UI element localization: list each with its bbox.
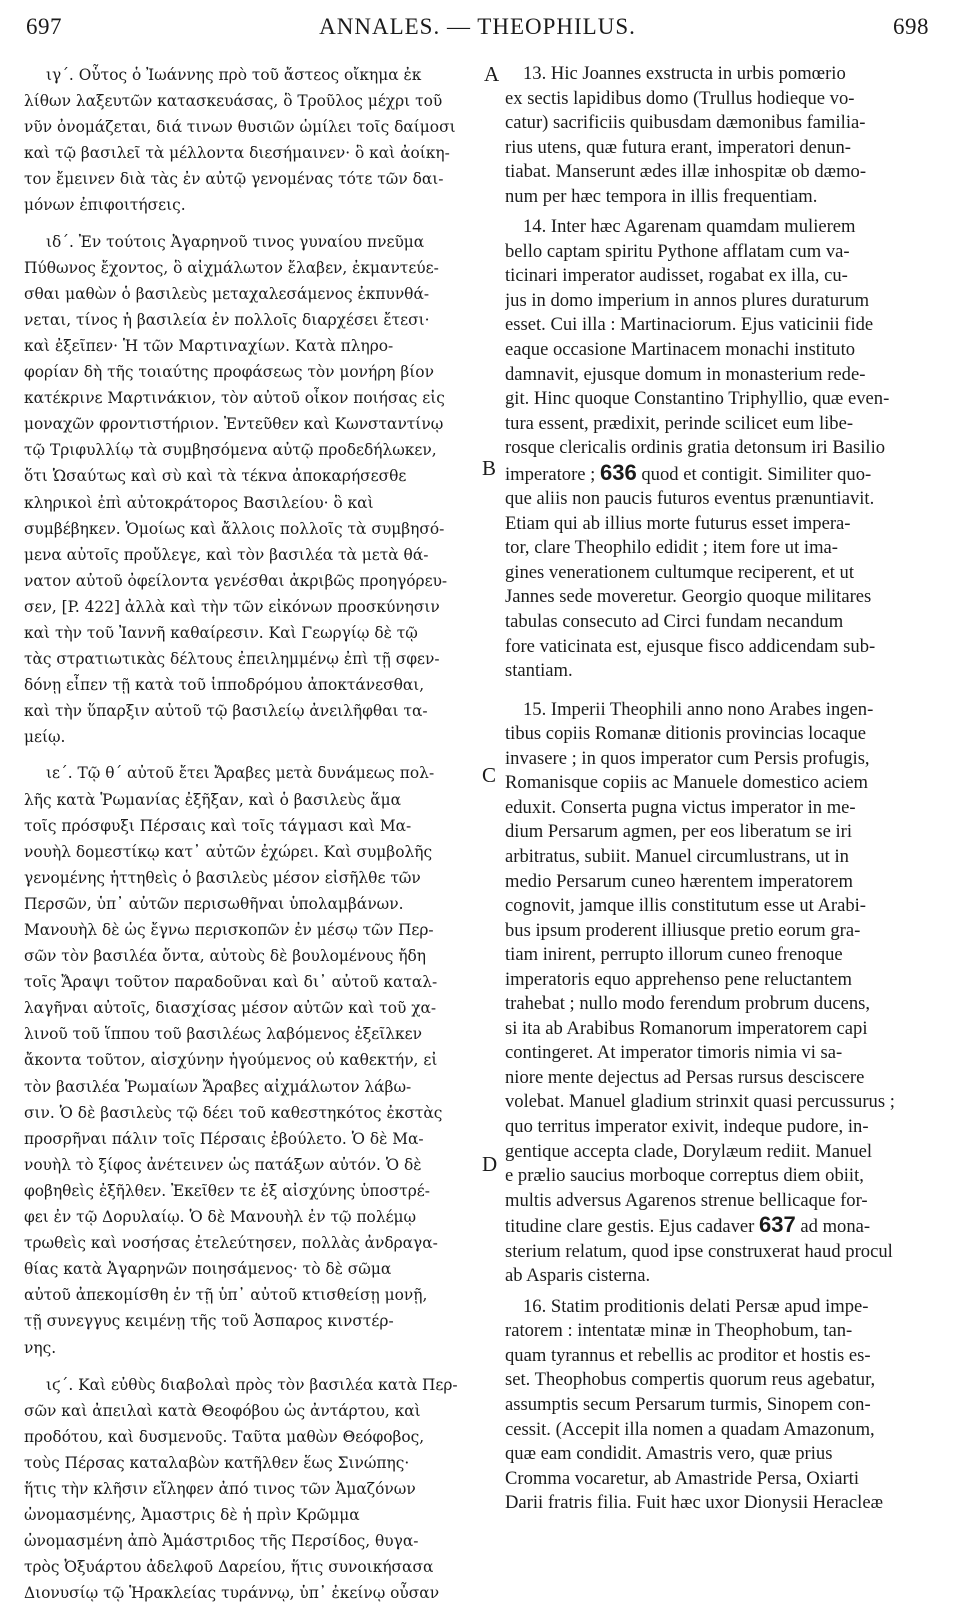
text-line: τρὸς Ὀξυάρτου ἀδελφοῦ Δαρείου, ἥτις συνοικήσασα [24, 1558, 434, 1577]
text-line: τοῖς πρόσφυξι Πέρσαις καὶ τοῖς τάγμασι καὶ Μα- [24, 816, 412, 835]
text-line: τῇ συνεγγυς κειμένῃ τῆς τοῦ Ἀσπαρος κινστέρ- [24, 1312, 394, 1331]
text-line: medio Persarum cuneo hærentem imperatorem [505, 870, 854, 892]
text-line: tura essent, prædixit, perinde scilicet eum libe- [505, 412, 854, 434]
running-header [26, 14, 929, 44]
text-line: ιε΄. Τῷ θ΄ αὐτοῦ ἔτει Ἄραβες μετὰ δυνάμεως πολ- [46, 764, 435, 783]
text-line: τοὺς Πέρσας καταλαβὼν κατῆλθεν ἕως Σινώπης· [24, 1453, 410, 1472]
margin-marker-b: B [482, 456, 497, 480]
text-line: ex sectis lapidibus domo (Trullus hodieque vo- [505, 87, 855, 109]
text-line: eduxit. Conserta pugna victus imperator in me- [505, 796, 856, 818]
text-line: ιγ΄. Οὗτος ὁ Ἰωάννης πρὸ τοῦ ἄστεος οἴκημα ἐκ [46, 66, 422, 84]
text-line: ὅτι Ὡσαύτως καὶ σὺ καὶ τὰ τέκνα ἀποκαρήσεσθε [24, 467, 407, 486]
text-line: σῶν καὶ ἀπειλαὶ κατὰ Θεοφόβου ὡς ἀντάρτου, καὶ [24, 1401, 421, 1420]
text-line: μοναχῶν φροντιστήριον. Ἐντεῦθεν καὶ Κωνσταντίνῳ [24, 415, 444, 434]
text-line: niore mente dejectus ad Persas rursus desciscere [505, 1066, 865, 1088]
text-line: tor, clare Theophilo edidit ; item fore ut ima- [505, 537, 838, 559]
text-line: καὶ τῷ βασιλεῖ τὰ μέλλοντα διεσήμαινεν· ὃ καὶ ἀοίκη- [24, 144, 450, 163]
text-line: Πύθωνος ἔχοντος, ὃ αἰχμάλωτον ἔλαβεν, ἐκμαντεύε- [24, 258, 439, 277]
text-line: λινοῦ τοῦ ἵππου τοῦ βασιλέως λαβόμενος ἐξεῖλκεν [24, 1025, 422, 1044]
text-line: assumptis secum Persarum turmis, Sinopem con- [505, 1393, 871, 1415]
margin-marker-d: D [482, 1152, 498, 1176]
text-line: τῷ Τριφυλλίῳ τὰ συμβησόμενα αὐτῷ προδεδήλωκεν, [24, 441, 437, 460]
text-line: quam tyrannus et rebellis ac proditor et hostis es- [505, 1344, 871, 1366]
paragraph [24, 1372, 476, 1606]
text-line: fore vaticinata est, ejusque fisco addicendam sub- [505, 635, 876, 657]
text-line: τοῖς Ἄραψι τοῦτον παραδοῦναι καὶ δι᾽ αὐτοῦ καταλ- [24, 973, 438, 992]
text-line: μόνων ἐπιφοιτήσεις. [24, 196, 186, 215]
page-marker: 637 [759, 1213, 796, 1238]
page-marker: 636 [600, 460, 637, 485]
text-line: si ita ab Arabibus Romanorum imperatorem capi [505, 1017, 868, 1039]
text-line: gentique accepta clade, Dorylæum rediit. Manuel [505, 1140, 873, 1162]
paragraph [24, 62, 476, 219]
text-line: ἥτις τὴν κλῆσιν εἴληφεν ἀπό τινος τῶν Ἀμαζόνων [24, 1479, 416, 1498]
text-line: τον ἔμεινεν διὰ τὰς ἐν αὐτῷ γενομένας τότε τῶν δαι- [24, 170, 444, 189]
text-line: ιδ΄. Ἐν τούτοις Ἀγαρηνοῦ τινος γυναίου πνεῦμα [46, 232, 425, 251]
text-line: invasere ; in quos imperator cum Persis profugis, [505, 747, 870, 769]
text-line: dium Persarum agmen, per eos liberatum se iri [505, 821, 852, 843]
text-line: νῦν ὀνομάζεται, διά τινων θυσιῶν ὡμίλει τοῖς δαίμοσι [24, 118, 456, 137]
text-line: δόνῃ εἶπεν τῇ κατὰ τοῦ ἱπποδρόμου ἀποκτάνεσθαι, [24, 676, 425, 695]
text-line: σεν, [P. 422] ἀλλὰ καὶ τὴν τῶν εἰκόνων προσκύνησιν [24, 597, 440, 616]
page-number-right: 698 [893, 14, 929, 39]
text-line: gines venerationem cultumque reciperent, et ut [505, 561, 855, 583]
text-line: git. Hinc quoque Constantino Triphyllio, quæ even- [505, 388, 890, 410]
text-line: φει ἐν τῷ Δορυλαίῳ. Ὁ δὲ Μανουὴλ ἐν τῷ πολέμῳ [24, 1208, 417, 1227]
text-line: μείῳ. [24, 728, 66, 747]
latin-text-column [505, 62, 935, 1516]
margin-marker-a: A [484, 62, 500, 86]
text-line: νης. [24, 1338, 57, 1357]
text-line: Περσῶν, ὑπ᾽ αὐτῶν περισωθῆναι ὑπολαμβάνων. [24, 894, 404, 913]
text-line: imperatoris equo apprehenso pene reluctantem [505, 968, 852, 990]
text-line: λίθων λαξευτῶν κατασκευάσας, ὃ Τροῦλος μέχρι τοῦ [24, 92, 443, 111]
text-line: cognovit, jamque illis constitutum esse ut Arabi- [505, 895, 866, 917]
text-line: νουὴλ τὸ ξίφος ἀνέτεινεν ὡς πατάξων αὐτόν. Ὁ δὲ [24, 1155, 422, 1174]
text-line: σθαι μαθὼν ὁ βασιλεὺς μεταχαλεσάμενος ἐκπυνθά- [24, 284, 430, 303]
text-line: volebat. Manuel gladium strinxit quasi percussurus ; [505, 1091, 895, 1113]
text-line: τρωθεὶς καὶ νοσήσας ἐτελεύτησεν, πολλὰς ἀνδραγα- [24, 1234, 438, 1253]
text-line: eaque occasione Martinacem monachi instituto [505, 339, 856, 361]
text-line: Etiam qui ab illius morte futurus esset impera- [505, 512, 851, 534]
text-line: tabulas consecuto ad Circi fundam necandum [505, 611, 844, 633]
text-line: νεται, τίνος ἡ βασιλεία ἐν πολλοῖς διαρχέσει ἔτεσι· [24, 310, 430, 329]
text-line: νουὴλ δομεστίκῳ κατ᾽ αὐτῶν ἐχώρει. Καὶ συμβολῆς [24, 842, 433, 861]
paragraph [505, 1295, 935, 1516]
text-line: arbitratus, subiit. Manuel circumlustrans, ut in [505, 845, 849, 867]
text-line: συμβέβηκεν. Ὁμοίως καὶ ἄλλοις πολλοῖς τὰ συμβησό- [24, 519, 445, 538]
text-line: Romanisque copiis ac Manuele domestico aciem [505, 772, 868, 794]
running-title: ANNALES. — THEOPHILUS. [319, 14, 636, 39]
text-line: φορίαν δὴ τῆς τοιαύτης προφάσεως τὸν μονήρη βίον [24, 363, 434, 382]
text-line: τὰς στρατιωτικὰς δέλτους ἐπειλημμένῳ ἐπὶ τῇ σφεν- [24, 650, 440, 669]
text-line: κληρικοὶ ἐπὶ αὐτοκράτορος Βασιλείου· ὃ καὶ [24, 493, 374, 512]
text-line: λῆς κατὰ Ῥωμανίας ἐξῆξαν, καὶ ὁ βασιλεὺς ἅμα [24, 790, 401, 809]
text-line: ticinari imperator audisset, rogabat ex illa, cu- [505, 265, 848, 287]
paragraph [24, 760, 476, 1360]
text-line: tibus copiis Romanæ ditionis provincias locaque [505, 723, 866, 745]
text-line: ἄκοντα τοῦτον, αἰσχύνην ἡγούμενος οὐ καθεκτήν, εἰ [24, 1051, 438, 1070]
text-line: Μανουὴλ δὲ ὡς ἔγνω περισκοπῶν ἐν μέσῳ τῶν Περ- [24, 921, 434, 939]
paragraph [505, 698, 935, 1289]
text-line: προσρῆναι πάλιν τοῖς Πέρσαις ἐβούλετο. Ὁ δὲ Μα- [24, 1129, 424, 1148]
text-line: tiam inirent, perrupto illorum cuneo frenoque [505, 944, 843, 966]
page-number-left: 697 [26, 14, 62, 39]
text-line: σιν. Ὁ δὲ βασιλεὺς τῷ δέει τοῦ καθεστηκότος ἐκστὰς [24, 1103, 443, 1122]
text-line: Cromma vocaretur, ab Amastride Persa, Oxiarti [505, 1467, 859, 1489]
text-line: ratorem : intentatæ minæ in Theophobum, tan- [505, 1320, 853, 1342]
text-line: esset. Cui illa : Martinaciorum. Ejus vaticinii fide [505, 314, 874, 336]
text-line: ὠνομασμένης, Ἀμαστρις δὲ ἡ πρὶν Κρῶμμα [24, 1506, 360, 1525]
text-line: φοβηθεὶς ἐξῆλθεν. Ἐκεῖθεν τε ἐξ αἰσχύνης ὑποστρέ- [24, 1181, 430, 1200]
text-line: καὶ τὴν τοῦ Ἰαννῆ καθαίρεσιν. Καὶ Γεωργίῳ δὲ τῷ [24, 623, 418, 642]
text-line: cessit. (Accepit illa nomen a quadam Amazonum, [505, 1418, 875, 1440]
text-line: rius utens, quæ futura erant, imperatori denun- [505, 136, 851, 158]
text-line: Jannes sede moveretur. Georgio quoque militares [505, 586, 872, 608]
text-line: 16. Statim proditionis delati Persæ apud impe- [523, 1295, 869, 1317]
text-line: imperatore ; 636 quod et contigit. Similiter quo- [505, 460, 872, 485]
text-line: γενομένης ἡττηθεὶς ὁ βασιλεὺς μέσον εἰσῆλθε τῶν [24, 868, 421, 887]
text-line: e prælio saucius morboque correptus diem obiit, [505, 1165, 864, 1187]
text-line: αὐτοῦ ἀπεκομίσθη ἐν τῇ ὑπ᾽ αὐτοῦ κτισθείσῃ μονῇ, [24, 1286, 428, 1305]
paragraph [505, 62, 935, 209]
text-line: num per hæc tempora in illis frequentiam. [505, 185, 818, 207]
paragraph [505, 215, 935, 683]
margin-marker-c: C [482, 763, 497, 787]
text-line: καὶ τὴν ὕπαρξιν αὐτοῦ τῷ βασιλείῳ ἀνειλῆφθαι τα- [24, 702, 428, 721]
text-line: contingeret. At imperator timoris nimia vi sa- [505, 1042, 843, 1064]
text-line: multis adversus Agarenos strenue bellicaque for- [505, 1189, 868, 1211]
text-line: σῶν τὸν βασιλέα ὄντα, αὐτοὺς δὲ βουλομένους ἤδη [24, 947, 427, 966]
text-line: καὶ ἐξεῖπεν· Ἡ τῶν Μαρτιναχίων. Κατὰ πληρο- [24, 336, 394, 355]
text-line: νατον αὐτοῦ ὀφείλοντα γενέσθαι ἀκριβῶς προηγόρευ- [24, 571, 448, 590]
text-line: τὸν βασιλέα Ῥωμαίων Ἄραβες αἰχμάλωτον λάβω- [24, 1077, 412, 1096]
text-line: κατέκρινε Μαρτινάκιον, τὸν αὐτοῦ οἶκον ποιήσας εἰς [24, 389, 445, 408]
text-line: Διονυσίῳ τῷ Ἡρακλείας τυράννῳ, ὑπ᾽ ἐκείνῳ οὖσαν [24, 1584, 440, 1603]
text-line: sterium relatum, quod ipse construxerat haud procul [505, 1240, 893, 1262]
text-line: damnavit, ejusque domum in monasterium rede- [505, 363, 866, 385]
paragraph [24, 229, 476, 751]
text-line: stantiam. [505, 660, 573, 682]
text-line: rosque clericalis ordinis gratia detonsum iri Basilio [505, 437, 886, 459]
text-line: bus ipsum proderent illiusque pretio eorum gra- [505, 919, 861, 941]
text-line: μενα αὐτοῖς προὔλεγε, καὶ τὸν βασιλέα τὰ μετὰ θά- [24, 545, 429, 564]
text-line: titudine clare gestis. Ejus cadaver 637 ad mona- [505, 1213, 871, 1238]
text-line: Darii fratris filia. Fuit hæc uxor Dionysii Heracleæ [505, 1492, 883, 1514]
text-line: tiabat. Manserunt ædes illæ inhospitæ ob dæmo- [505, 161, 867, 183]
text-line: 14. Inter hæc Agarenam quamdam mulierem [523, 216, 856, 238]
text-line: jus in domo imperium in annos plures duraturum [505, 289, 870, 311]
text-line: προδότου, καὶ δυσμενοῦς. Ταῦτα μαθὼν Θεόφοβος, [24, 1427, 425, 1446]
text-line: quæ eam condidit. Amastris vero, quæ prius [505, 1443, 833, 1465]
text-line: 15. Imperii Theophili anno nono Arabes ingen- [523, 698, 874, 720]
text-line: que aliis non paucis futuros eventus prænuntiavit. [505, 488, 875, 510]
text-line: quo territus imperator exivit, indeque pudore, in- [505, 1115, 869, 1137]
text-line: 13. Hic Joannes exstructa in urbis pomœrio [523, 63, 846, 84]
text-line: trahebat ; nullo modo ferendum probrum ducens, [505, 993, 871, 1015]
text-line: catur) sacrificiis quibusdam dæmonibus familia- [505, 112, 866, 134]
text-line: ab Asparis cisterna. [505, 1265, 651, 1287]
text-line: set. Theophobus compertis quorum reus agebatur, [505, 1369, 876, 1391]
text-line: λαγῆναι αὐτοῖς, διασχίσας μέσον αὐτῶν καὶ τοῦ χα- [24, 999, 437, 1018]
text-line: bello captam spiritu Pythone afflatam cum va- [505, 240, 850, 262]
greek-text-column [24, 62, 476, 1606]
text-line: ὠνομασμένη ἀπὸ Ἀμάστριδος τῆς Περσίδος, θυγα- [24, 1532, 419, 1551]
text-line: θίας κατὰ Ἀγαρηνῶν ποιησάμενος· τὸ δὲ σῶμα [24, 1260, 392, 1279]
text-line: ιϛ΄. Καὶ εὐθὺς διαβολαὶ πρὸς τὸν βασιλέα κατὰ Περ- [46, 1375, 458, 1394]
